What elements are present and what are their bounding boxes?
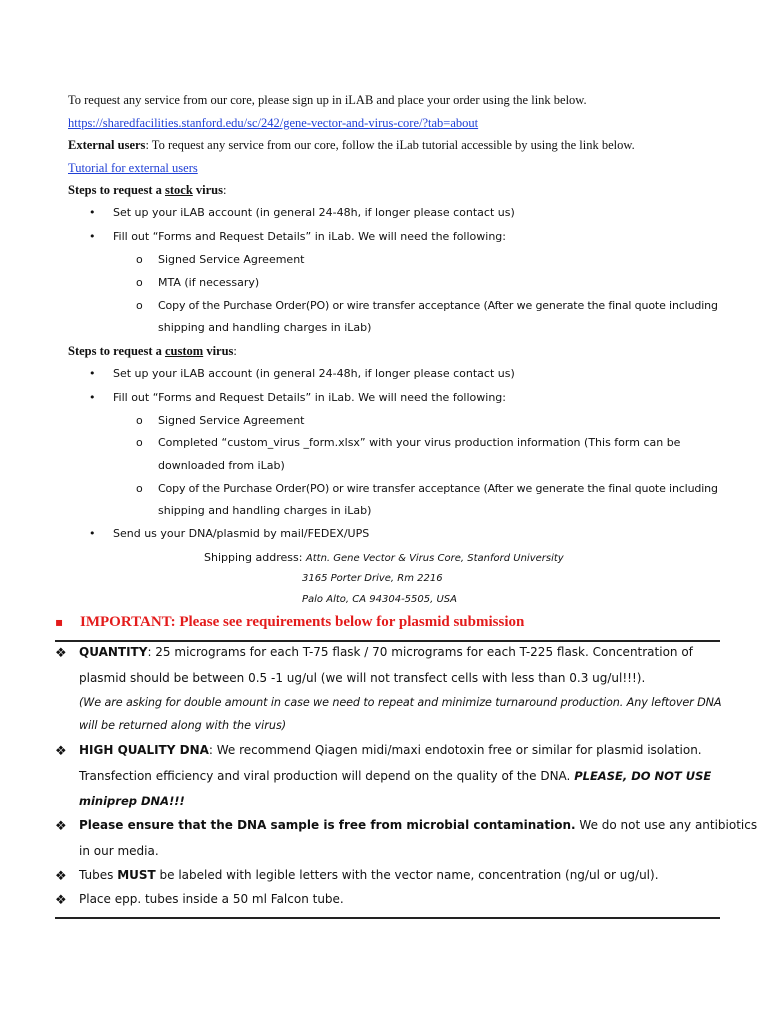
- intro-text: To request any service from our core, please sign up in iLAB and place your order using the link below.: [68, 93, 587, 107]
- bullet-icon: •: [89, 367, 96, 380]
- stock-step-1: Set up your iLAB account (in general 24-48h, if longer please contact us): [113, 206, 515, 219]
- contamination-requirement: Please ensure that the DNA sample is free from microbial contamination. We do not use any antibiotics: [79, 818, 758, 832]
- bullet-icon: •: [89, 206, 96, 219]
- custom-sub-3: Copy of the Purchase Order(PO) or wire transfer acceptance (After we generate the final quote including: [158, 482, 718, 495]
- diamond-bullet-icon: ❖: [55, 893, 67, 908]
- quantity-requirement: QUANTITY: 25 micrograms for each T-75 flask / 70 micrograms for each T-225 flask. Concentration of: [79, 645, 693, 659]
- bullet-icon: •: [89, 391, 96, 404]
- diamond-bullet-icon: ❖: [55, 646, 67, 661]
- custom-sub-1: Signed Service Agreement: [158, 414, 305, 427]
- quantity-note: (We are asking for double amount in case we need to repeat and minimize turnaround production. Any leftover DNA: [79, 696, 722, 709]
- quantity-note-cont: will be returned along with the virus): [79, 719, 287, 732]
- custom-sub-2: Completed “custom_virus _form.xlsx” with your virus production information (This form can be: [158, 436, 681, 449]
- custom-step-2: Fill out “Forms and Request Details” in iLab. We will need the following:: [113, 391, 506, 404]
- external-users-desc: : To request any service from our core, follow the iLab tutorial accessible by using the link below.: [145, 138, 635, 152]
- quality-requirement: HIGH QUALITY DNA: We recommend Qiagen midi/maxi endotoxin free or similar for plasmid isolation.: [79, 743, 702, 757]
- quantity-requirement-cont: plasmid should be between 0.5 -1 ug/ul (we will not transfect cells with less than 0.3 ug/ul!!!).: [79, 671, 646, 685]
- miniprep-warning-cont: miniprep DNA!!!: [79, 794, 185, 808]
- bullet-icon: •: [89, 527, 96, 540]
- shipping-line-2: 3165 Porter Drive, Rm 2216: [302, 573, 443, 584]
- shipping-line-1: Attn. Gene Vector & Virus Core, Stanford University: [305, 553, 564, 564]
- stock-sub-3: Copy of the Purchase Order(PO) or wire transfer acceptance (After we generate the final quote including: [158, 299, 718, 312]
- circle-bullet-icon: o: [136, 276, 143, 289]
- quality-label: HIGH QUALITY DNA: [79, 743, 209, 757]
- diamond-bullet-icon: ❖: [55, 744, 67, 759]
- custom-sub-2-cont: downloaded from iLab): [158, 459, 285, 472]
- external-users-text: [68, 138, 635, 153]
- circle-bullet-icon: o: [136, 253, 143, 266]
- custom-step-3: Send us your DNA/plasmid by mail/FEDEX/UPS: [113, 527, 370, 540]
- divider-bottom: [55, 917, 720, 919]
- tutorial-link[interactable]: Tutorial for external users: [68, 161, 198, 175]
- diamond-bullet-icon: ❖: [55, 869, 67, 884]
- contamination-label: Please ensure that the DNA sample is free from microbial contamination.: [79, 818, 576, 832]
- tube-label-requirement: Tubes MUST be labeled with legible letters with the vector name, concentration (ng/ul or ug/ul).: [79, 868, 659, 882]
- circle-bullet-icon: o: [136, 482, 143, 495]
- must-label: MUST: [117, 868, 156, 882]
- contamination-requirement-cont: in our media.: [79, 844, 159, 858]
- shipping-address: [204, 551, 564, 564]
- diamond-bullet-icon: ❖: [55, 819, 67, 834]
- custom-heading: Steps to request a custom virus:: [68, 344, 237, 358]
- bullet-icon: •: [89, 230, 96, 243]
- stock-sub-2: MTA (if necessary): [158, 276, 260, 289]
- stock-sub-1: Signed Service Agreement: [158, 253, 305, 266]
- circle-bullet-icon: o: [136, 414, 143, 427]
- stock-step-2: Fill out “Forms and Request Details” in iLab. We will need the following:: [113, 230, 506, 243]
- stock-sub-3-cont: shipping and handling charges in iLab): [158, 321, 372, 334]
- square-bullet-icon: ▪: [55, 615, 64, 629]
- shipping-line-3: Palo Alto, CA 94304-5505, USA: [302, 594, 457, 605]
- core-link[interactable]: https://sharedfacilities.stanford.edu/sc/242/gene-vector-and-virus-core/?tab=about: [68, 116, 479, 130]
- custom-sub-3-cont: shipping and handling charges in iLab): [158, 504, 372, 517]
- circle-bullet-icon: o: [136, 436, 143, 449]
- custom-step-1: Set up your iLAB account (in general 24-48h, if longer please contact us): [113, 367, 515, 380]
- tube-packaging-requirement: Place epp. tubes inside a 50 ml Falcon tube.: [79, 892, 344, 906]
- external-users-label: External users: [68, 138, 146, 152]
- quantity-label: QUANTITY: [79, 645, 148, 659]
- important-heading: IMPORTANT: Please see requirements below for plasmid submission: [80, 614, 525, 630]
- quality-requirement-cont: Transfection efficiency and viral production will depend on the quality of the DNA. PLEASE, DO NOT USE: [79, 769, 712, 783]
- circle-bullet-icon: o: [136, 299, 143, 312]
- miniprep-warning: PLEASE, DO NOT USE: [574, 769, 712, 783]
- shipping-label: Shipping address:: [204, 551, 306, 564]
- divider-top: [55, 640, 720, 642]
- stock-heading: Steps to request a stock virus:: [68, 183, 227, 197]
